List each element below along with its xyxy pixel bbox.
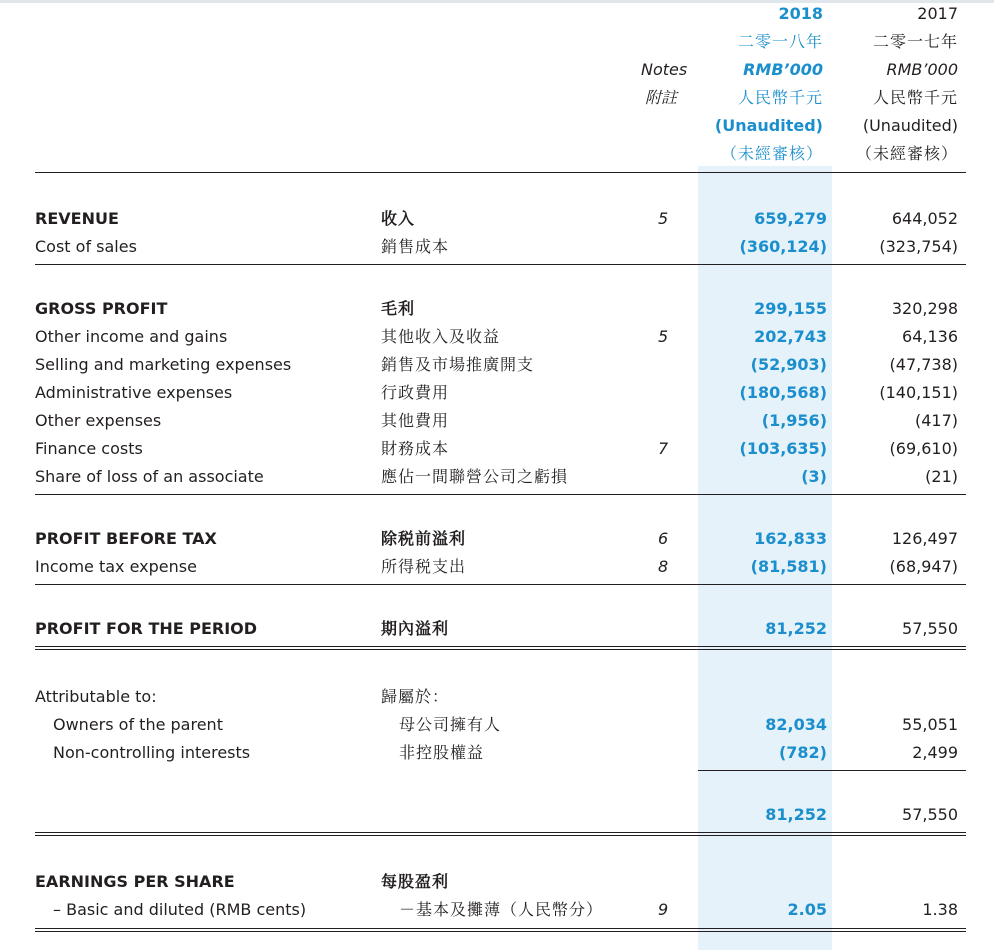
row-label-en: Owners of the parent (53, 715, 223, 734)
row-label-en: Share of loss of an associate (35, 467, 264, 486)
row-label-en: Finance costs (35, 439, 143, 458)
row-label-zh: 所得税支出 (381, 557, 467, 576)
row-value-2018: (360,124) (739, 237, 827, 256)
row-value-2017: 126,497 (891, 529, 958, 548)
row-label-en: Attributable to: (35, 687, 157, 706)
row-value-2017: 55,051 (902, 715, 958, 734)
table-row-non-controlling (0, 740, 994, 768)
row-value-2017: 57,550 (902, 805, 958, 824)
table-row-finance-costs (0, 436, 994, 464)
header-2017-status-zh: （未經審核） (855, 144, 958, 163)
row-value-2017: 1.38 (922, 900, 958, 919)
row-value-2017: 644,052 (891, 209, 958, 228)
row-label-zh: 非控股權益 (399, 743, 485, 762)
row-label-zh: 財務成本 (381, 439, 450, 458)
row-value-2017: (417) (914, 411, 958, 430)
double-rule-bottom (35, 649, 966, 650)
header-2018-unit: RMB’000 (743, 60, 823, 79)
row-label-zh: －基本及攤薄（人民幣分） (399, 900, 604, 919)
row-label-en: PROFIT BEFORE TAX (35, 529, 217, 548)
row-value-2017: 320,298 (891, 299, 958, 318)
row-value-2018: (180,568) (739, 383, 827, 402)
row-label-en: PROFIT FOR THE PERIOD (35, 619, 258, 638)
row-label-en: – Basic and diluted (RMB cents) (53, 900, 307, 919)
row-note: 7 (658, 439, 669, 458)
row-label-zh: 母公司擁有人 (399, 715, 502, 734)
table-row-eps-heading (0, 869, 994, 897)
double-rule-top (35, 646, 966, 647)
table-row-owners-of-parent (0, 712, 994, 740)
row-label-zh: 毛利 (381, 299, 416, 318)
row-label-zh: 銷售成本 (381, 237, 450, 256)
subtotal-rule (698, 770, 966, 771)
row-label-en: REVENUE (35, 209, 119, 228)
double-rule-bottom (35, 931, 966, 932)
row-value-2017: 2,499 (912, 743, 958, 762)
table-row-share-of-associate (0, 464, 994, 492)
table-row-other-income (0, 324, 994, 352)
row-label-en: Cost of sales (35, 237, 137, 256)
row-value-2018: (1,956) (761, 411, 827, 430)
row-label-zh: 期內溢利 (381, 619, 450, 638)
header-2017-year-zh: 二零一七年 (872, 32, 958, 51)
header-2018-year-zh: 二零一八年 (737, 32, 823, 51)
header-2018-status-zh: （未經審核） (720, 144, 823, 163)
table-row-selling-expenses (0, 352, 994, 380)
row-value-2017: 57,550 (902, 619, 958, 638)
header-2017-status: (Unaudited) (862, 116, 958, 135)
row-label-en: Income tax expense (35, 557, 197, 576)
row-label-zh: 每股盈利 (381, 872, 450, 891)
table-row-revenue (0, 206, 994, 234)
row-label-zh: 應佔一間聯營公司之虧損 (381, 467, 569, 486)
header-notes-zh: 附註 (645, 88, 678, 107)
row-label-zh: 其他費用 (381, 411, 450, 430)
row-value-2018: 202,743 (754, 327, 827, 346)
row-label-en: Non-controlling interests (53, 743, 251, 762)
row-value-2018: 162,833 (754, 529, 827, 548)
header-2018-status: (Unaudited) (714, 116, 823, 135)
row-value-2018: 2.05 (787, 900, 827, 919)
row-value-2018: (3) (801, 467, 827, 486)
header-rule (35, 172, 966, 173)
double-rule-top (35, 928, 966, 929)
row-note: 5 (658, 327, 669, 346)
row-note: 5 (658, 209, 669, 228)
double-rule-top (35, 832, 966, 833)
row-value-2018: 81,252 (765, 619, 827, 638)
header-2018-year: 2018 (778, 4, 823, 23)
row-label-en: Other expenses (35, 411, 162, 430)
table-row-administrative-expenses (0, 380, 994, 408)
table-row-cost-of-sales (0, 234, 994, 262)
row-value-2017: (69,610) (889, 439, 958, 458)
table-row-gross-profit (0, 296, 994, 324)
row-value-2018: 659,279 (754, 209, 827, 228)
row-value-2018: (52,903) (750, 355, 827, 374)
row-value-2018: 82,034 (765, 715, 827, 734)
table-row-eps-basic-diluted (0, 897, 994, 925)
header-2017-unit: RMB’000 (886, 60, 958, 79)
row-label-en: Administrative expenses (35, 383, 233, 402)
table-row-income-tax (0, 554, 994, 582)
row-value-2017: (21) (925, 467, 958, 486)
section-rule (35, 584, 966, 585)
row-label-en: GROSS PROFIT (35, 299, 168, 318)
row-label-zh: 行政費用 (381, 383, 450, 402)
row-note: 6 (658, 529, 669, 548)
double-rule-bottom (35, 835, 966, 836)
row-label-en: Other income and gains (35, 327, 228, 346)
table-row-profit-for-period (0, 616, 994, 644)
row-note: 8 (658, 557, 669, 576)
row-value-2017: (68,947) (889, 557, 958, 576)
row-label-zh: 其他收入及收益 (381, 327, 501, 346)
row-value-2018: (103,635) (739, 439, 827, 458)
section-rule (35, 494, 966, 495)
section-rule (35, 264, 966, 265)
row-value-2018: (81,581) (750, 557, 827, 576)
table-row-other-expenses (0, 408, 994, 436)
row-label-zh: 除税前溢利 (381, 529, 467, 548)
row-value-2018: 299,155 (754, 299, 827, 318)
header-2017-year: 2017 (917, 4, 958, 23)
table-row-total (0, 802, 994, 830)
row-label-en: Selling and marketing expenses (35, 355, 292, 374)
row-value-2017: 64,136 (902, 327, 958, 346)
row-label-en: EARNINGS PER SHARE (35, 872, 235, 891)
row-value-2017: (140,151) (879, 383, 958, 402)
table-row-attributable (0, 684, 994, 712)
row-label-zh: 歸屬於： (381, 687, 450, 706)
top-border (0, 0, 994, 3)
header-2018-unit-zh: 人民幣千元 (737, 88, 823, 107)
row-note: 9 (658, 900, 669, 919)
row-label-zh: 收入 (381, 209, 416, 228)
row-value-2017: (47,738) (889, 355, 958, 374)
row-value-2018: (782) (778, 743, 827, 762)
header-notes: Notes (641, 60, 688, 79)
row-label-zh: 銷售及市場推廣開支 (381, 355, 535, 374)
table-row-profit-before-tax (0, 526, 994, 554)
row-value-2017: (323,754) (879, 237, 958, 256)
header-2017-unit-zh: 人民幣千元 (872, 88, 958, 107)
row-value-2018: 81,252 (765, 805, 827, 824)
